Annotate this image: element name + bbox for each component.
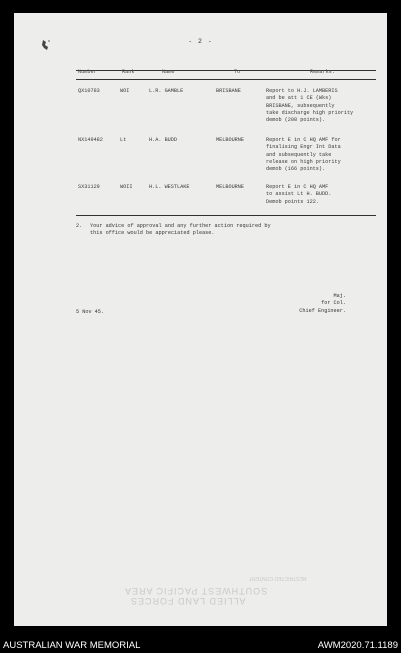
institution-name: AUSTRALIAN WAR MEMORIAL (3, 640, 141, 651)
column-header-name: Name (162, 69, 175, 75)
paragraph-number: 2. (76, 223, 83, 229)
cell-remarks: Report E in C HQ AMF for finalising Engr Int Data and subsequently take release on high priority demob (166 points). (266, 137, 341, 173)
cell-to: MELBOURNE (216, 184, 245, 190)
column-header-number: Number (78, 69, 97, 75)
page-number: - 2 - (188, 38, 213, 45)
column-header-to: To (234, 69, 241, 75)
signature-block: Maj. for Col. Chief Engineer. (299, 293, 346, 314)
paragraph-text: Your advice of approval and any further action required by this office would be appreciated please. (90, 223, 271, 237)
column-header-rank: Rank (122, 69, 135, 75)
table-header-rule (76, 79, 376, 80)
document-date: 5 Nov 45. (76, 309, 105, 315)
bleed-through-heading-top: SOUTHWEST PACIFIC AREA (124, 586, 268, 596)
cell-name: H.L. WESTLAKE (149, 184, 190, 190)
archive-reference: AWM2020.71.1189 (317, 640, 398, 651)
cell-number: SX31129 (78, 184, 100, 190)
archive-footer (0, 636, 401, 653)
column-header-remarks: Remarks. (310, 69, 335, 75)
cell-remarks: Report E in C HQ AMF to assist Lt H. BUDD. Demob points 122. (266, 184, 332, 205)
bleed-through-heading-bottom: ALLIED LAND FORCES (130, 596, 246, 606)
table-bottom-rule (76, 215, 376, 216)
cell-to: MELBOURNE (216, 137, 245, 143)
bleed-through-small-text: RESTRICTED CONTENT (249, 575, 307, 581)
cell-rank: WOI (120, 88, 130, 94)
cell-remarks: Report to H.J. LAMBERIS and be att 1 CE (Wks) BRISBANE, subsequently take discharge high priority demob (208 points). (266, 88, 354, 124)
cell-rank: WOII (120, 184, 133, 190)
cell-rank: Lt (120, 137, 127, 143)
cell-number: NX149482 (78, 137, 103, 143)
cell-to: BRISBANE (216, 88, 241, 94)
cell-name: H.A. BUDD (149, 137, 178, 143)
cell-name: L.R. GAMBLE (149, 88, 184, 94)
cell-number: QX10783 (78, 88, 100, 94)
document-page (14, 13, 387, 626)
